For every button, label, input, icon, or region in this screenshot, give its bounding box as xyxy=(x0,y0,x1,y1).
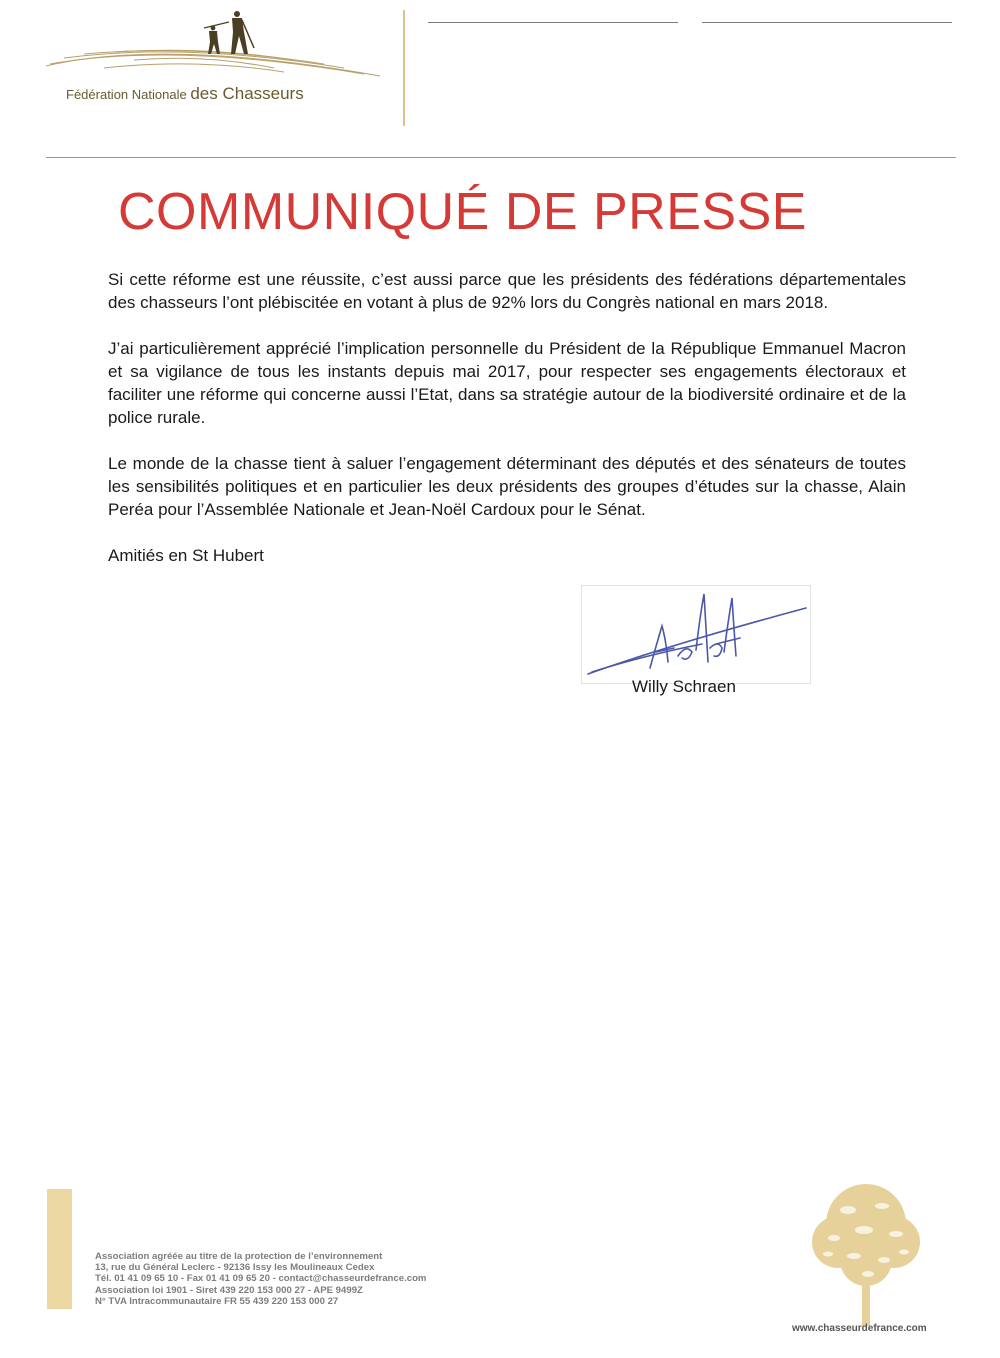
header-line-left xyxy=(428,22,678,23)
signer-name: Willy Schraen xyxy=(632,677,736,696)
footer-address xyxy=(95,1251,426,1307)
website-link[interactable]: www.chasseurdefrance.com xyxy=(792,1323,927,1334)
footer-accent-bar xyxy=(47,1189,72,1309)
footer-line: Tél. 01 41 09 65 10 - Fax 01 41 09 65 20 - contact@chasseurdefrance.com xyxy=(95,1273,427,1285)
footer-line: 13, rue du Général Leclerc - 92136 Issy les Moulineaux Cedex xyxy=(95,1262,375,1274)
header-line-right xyxy=(702,22,952,23)
closing-salutation: Amitiés en St Hubert xyxy=(108,546,264,565)
header-divider-vertical xyxy=(403,10,405,126)
handwritten-signature xyxy=(582,586,810,683)
logo-text-small: Fédération Nationale xyxy=(66,87,187,102)
signature-image xyxy=(581,585,811,684)
federation-logo xyxy=(44,8,384,108)
hunters-logo-graphic xyxy=(44,8,384,88)
logo-wordmark xyxy=(66,84,304,104)
body-paragraph: J’ai particulièrement apprécié l’implication personnelle du Président de la République Emmanuel Macron et sa vigilance de tous les instants depuis mai 2017, pour respecter ses engagements électoraux et faciliter une réforme qui concerne aussi l’Etat, dans sa stratégie autour de la biodiversité ordinaire et de la police rurale. xyxy=(108,339,906,427)
header-rule xyxy=(46,157,956,158)
footer-line: N° TVA Intracommunautaire FR 55 439 220 153 000 27 xyxy=(95,1295,339,1307)
logo-text-big: des Chasseurs xyxy=(190,84,304,103)
body-paragraph: Si cette réforme est une réussite, c’est aussi parce que les présidents des fédérations départementales des chasseurs l’ont plébiscitée en votant à plus de 92% lors du Congrès national en mars 2018. xyxy=(108,270,906,312)
wildlife-tree-logo xyxy=(804,1180,928,1330)
body-paragraph: Le monde de la chasse tient à saluer l’engagement déterminant des députés et des sénateurs de toutes les sensibilités politiques et en particulier les deux présidents des groupes d’études sur la chasse, Alain Peréa pour l’Assemblée Nationale et Jean-Noël Cardoux pour le Sénat. xyxy=(108,454,906,519)
footer-line: Association loi 1901 - Siret 439 220 153 000 27 - APE 9499Z xyxy=(95,1284,363,1296)
press-release-body xyxy=(108,268,906,590)
page-title: COMMUNIQUÉ DE PRESSE xyxy=(118,183,807,241)
tree-icon xyxy=(804,1180,928,1330)
footer-line: Association agréée au titre de la protection de l’environnement xyxy=(95,1251,383,1262)
